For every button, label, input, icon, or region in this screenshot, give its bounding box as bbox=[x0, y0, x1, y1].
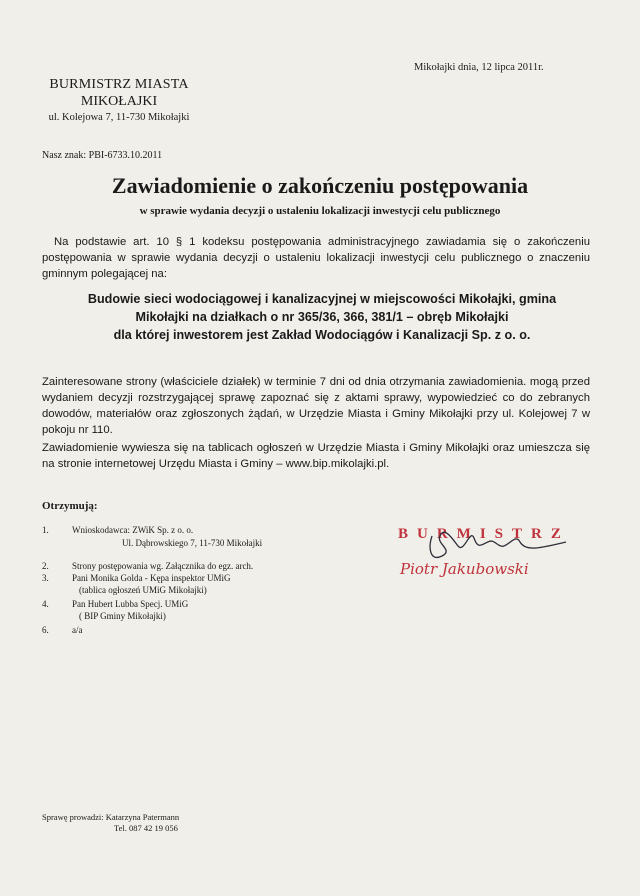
sender-town: MIKOŁAJKI bbox=[80, 94, 158, 109]
recipients-heading: Otrzymują: bbox=[42, 500, 98, 512]
list-item-number: 3. bbox=[42, 573, 49, 583]
stamp-name: Piotr Jakubowski bbox=[400, 560, 529, 578]
stamp-title: BURMISTRZ bbox=[398, 526, 570, 542]
paragraph-publication: Zawiadomienie wywiesza się na tablicach ogłoszeń w Urzędzie Miasta i Gminy Mikołajki oraz umieszcza się na stronie internetowej Urzędu Miasta i Gminy – www.bip.mikolajki.pl. bbox=[42, 442, 590, 470]
investment-line-3: dla której inwestorem jest Zakład Wodociągów i Kanalizacji Sp. z o. o. bbox=[113, 328, 531, 342]
paragraph-intro: Na podstawie art. 10 § 1 kodeksu postępowania administracyjnego zawiadamia się o zakończeniu postępowania w sprawie wydania decyzji o ustaleniu lokalizacji inwestycji celu publicznego o znaczeniu gminnym polegającej na: bbox=[42, 236, 590, 280]
investment-description bbox=[42, 290, 602, 344]
sender-block bbox=[34, 76, 204, 125]
list-item-text: Pani Monika Golda - Kępa inspektor UMiG bbox=[72, 573, 231, 583]
list-item-text: Pan Hubert Lubba Specj. UMiG bbox=[72, 599, 189, 609]
document-subtitle: w sprawie wydania decyzji o ustaleniu lokalizacji inwestycji celu publicznego bbox=[139, 205, 501, 217]
list-item-number: 1. bbox=[42, 525, 49, 535]
footer-phone: Tel. 087 42 19 056 bbox=[114, 823, 178, 833]
footer-prepared-by: Sprawę prowadzi: Katarzyna Patermann bbox=[42, 812, 180, 822]
list-item-subtext: Ul. Dąbrowskiego 7, 11-730 Mikołajki bbox=[122, 538, 263, 548]
footer-contact bbox=[42, 812, 179, 834]
list-item-subtext: ( BIP Gminy Mikołajki) bbox=[79, 611, 166, 621]
list-item-text: Strony postępowania wg. Załącznika do egz. arch. bbox=[72, 561, 254, 571]
date-line: Mikołajki dnia, 12 lipca 2011r. bbox=[414, 62, 544, 73]
list-item-number: 4. bbox=[42, 599, 49, 609]
list-item-text: Wnioskodawca: ZWiK Sp. z o. o. bbox=[72, 525, 194, 535]
list-item-text: a/a bbox=[72, 625, 83, 635]
sender-title: BURMISTRZ MIASTA bbox=[49, 77, 189, 92]
investment-line-2: Mikołajki na działkach o nr 365/36, 366, 381/1 – obręb Mikołajki bbox=[135, 310, 509, 324]
investment-line-1: Budowie sieci wodociągowej i kanalizacyjnej w miejscowości Mikołajki, gmina bbox=[87, 292, 557, 306]
list-item-number: 2. bbox=[42, 561, 49, 571]
list-item-number: 6. bbox=[42, 625, 49, 635]
sender-address: ul. Kolejowa 7, 11-730 Mikołajki bbox=[48, 112, 190, 123]
mayor-stamp-signature bbox=[370, 508, 590, 588]
reference-number: Nasz znak: PBI-6733.10.2011 bbox=[42, 150, 163, 161]
paragraph-parties: Zainteresowane strony (właściciele działek) w terminie 7 dni od dnia otrzymania zawiadomienia. mogą przed wydaniem decyzji rozstrzygającej sprawę zapoznać się z aktami sprawy, wypowiedzieć co do zebranych dowodów, materiałów oraz zgłoszonych żądań, w Urzędzie Miasta i Gminy Mikołajki przy ul. Kolejowej 7 w pokoju nr 110. bbox=[42, 376, 590, 436]
list-item-subtext: (tablica ogłoszeń UMiG Mikołajki) bbox=[79, 585, 207, 595]
document-title: Zawiadomienie o zakończeniu postępowania bbox=[111, 173, 529, 198]
